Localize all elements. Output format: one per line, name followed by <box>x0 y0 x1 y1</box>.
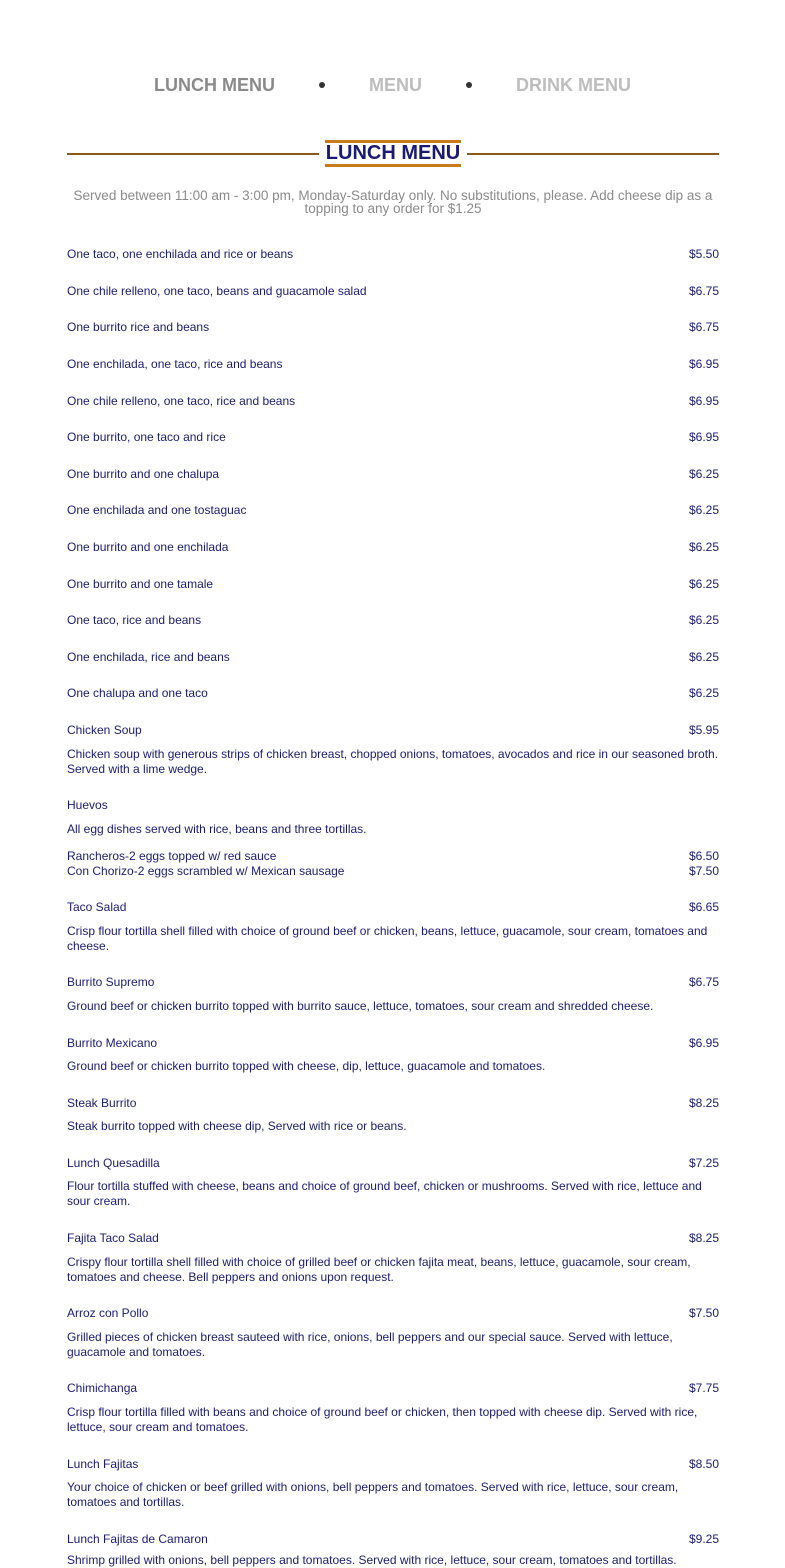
item-description: Ground beef or chicken burrito topped with cheese, dip, lettuce, guacamole and tomatoes. <box>67 1059 546 1073</box>
item-price: $5.95 <box>688 723 719 737</box>
menu-item <box>67 467 719 482</box>
item-price: $5.50 <box>688 247 719 261</box>
menu-item <box>67 613 719 628</box>
item-price: $6.95 <box>688 357 719 371</box>
item-description: Crispy flour tortilla shell filled with choice of grilled beef or chicken fajita meat, beans, lettuce, guacamole, sour cream, tomatoes and cheese. Bell peppers and onions upon request. <box>67 1255 691 1284</box>
section-title-row <box>67 140 719 167</box>
menu-item <box>67 798 719 813</box>
title-rule-right <box>467 153 719 155</box>
item-description: Your choice of chicken or beef grilled with onions, bell peppers and tomatoes. Served with rice, lettuce, sour cream, tomatoes and tortillas. <box>67 1480 679 1509</box>
menu-item <box>67 650 719 665</box>
menu-item <box>67 864 719 879</box>
item-description: Flour tortilla stuffed with cheese, beans and choice of ground beef, chicken or mushrooms. Served with rice, lettuce and sour cream. <box>67 1179 702 1208</box>
menu-item <box>67 1156 719 1171</box>
nav-separator-dot <box>466 82 472 88</box>
item-name: Con Chorizo-2 eggs scrambled w/ Mexican sausage <box>67 864 345 878</box>
item-price: $6.25 <box>688 467 719 481</box>
section-title: LUNCH MENU <box>325 140 461 167</box>
item-description: Steak burrito topped with cheese dip, Served with rice or beans. <box>67 1119 407 1133</box>
menu-item <box>67 900 719 915</box>
menu-item <box>67 284 719 299</box>
item-name: Lunch Fajitas de Camaron <box>67 1532 208 1546</box>
menu-item <box>67 1306 719 1321</box>
menu-item <box>67 1457 719 1472</box>
item-price: $7.50 <box>688 1306 719 1320</box>
top-navigation <box>0 74 785 96</box>
item-name: One burrito, one taco and rice <box>67 430 226 444</box>
item-name: One burrito rice and beans <box>67 320 210 334</box>
item-price: $6.25 <box>688 540 719 554</box>
item-price: $6.50 <box>688 849 719 863</box>
item-name: One burrito and one chalupa <box>67 467 220 481</box>
item-name: Fajita Taco Salad <box>67 1231 159 1245</box>
item-price: $6.95 <box>688 1036 719 1050</box>
item-price: $6.75 <box>688 975 719 989</box>
item-description: Crisp flour tortilla shell filled with choice of ground beef or chicken, beans, lettuce, guacamole, sour cream, tomatoes and cheese. <box>67 924 708 953</box>
menu-item <box>67 540 719 555</box>
nav-lunch-menu-link[interactable]: LUNCH MENU <box>154 74 275 95</box>
item-name: Burrito Mexicano <box>67 1036 158 1050</box>
item-name: One chile relleno, one taco, rice and beans <box>67 394 296 408</box>
item-price: $7.25 <box>688 1156 719 1170</box>
nav-menu-link[interactable]: MENU <box>369 74 422 95</box>
menu-item <box>67 1231 719 1246</box>
menu-item <box>67 975 719 990</box>
item-name: One chalupa and one taco <box>67 686 208 700</box>
menu-item <box>67 1036 719 1051</box>
item-price: $7.50 <box>688 864 719 878</box>
menu-item <box>67 577 719 592</box>
item-name: Huevos <box>67 798 108 812</box>
item-name: One taco, one enchilada and rice or beans <box>67 247 294 261</box>
item-name: Steak Burrito <box>67 1096 137 1110</box>
item-name: One taco, rice and beans <box>67 613 202 627</box>
item-name: Lunch Quesadilla <box>67 1156 160 1170</box>
item-price: $6.25 <box>688 613 719 627</box>
item-price: $8.50 <box>688 1457 719 1471</box>
item-name: Chimichanga <box>67 1381 138 1395</box>
item-price: $6.95 <box>688 430 719 444</box>
item-description: All egg dishes served with rice, beans and three tortillas. <box>67 822 367 836</box>
item-description: Ground beef or chicken burrito topped with burrito sauce, lettuce, tomatoes, sour cream and shredded cheese. <box>67 999 654 1013</box>
menu-item <box>67 723 719 738</box>
item-name: One burrito and one tamale <box>67 577 214 591</box>
menu-item <box>67 1096 719 1111</box>
item-description: Grilled pieces of chicken breast sauteed with rice, onions, bell peppers and our special sauce. Served with lettuce, guacamole and tomatoes. <box>67 1330 673 1359</box>
menu-item <box>67 1381 719 1396</box>
nav-drink-menu-link[interactable]: DRINK MENU <box>516 74 631 95</box>
nav-separator-dot <box>319 82 325 88</box>
menu-item <box>67 1532 719 1547</box>
menu-item <box>67 320 719 335</box>
item-description: Shrimp grilled with onions, bell peppers and tomatoes. Served with rice, lettuce, sour cream, tomatoes and tortillas. <box>67 1553 677 1567</box>
item-name: One enchilada, rice and beans <box>67 650 230 664</box>
item-price: $6.75 <box>688 320 719 334</box>
menu-item <box>67 357 719 372</box>
title-rule-left <box>67 153 319 155</box>
item-price: $6.95 <box>688 394 719 408</box>
item-name: Chicken Soup <box>67 723 142 737</box>
item-name: Arroz con Pollo <box>67 1306 149 1320</box>
item-price: $6.75 <box>688 284 719 298</box>
item-name: One enchilada and one tostaguac <box>67 503 247 517</box>
item-name: Taco Salad <box>67 900 127 914</box>
menu-item <box>67 430 719 445</box>
item-price: $9.25 <box>688 1532 719 1546</box>
section-intro: Served between 11:00 am - 3:00 pm, Monday-Saturday only. No substitutions, please. Add cheese dip as a topping to any order for $1.25 <box>73 188 713 216</box>
item-price: $6.25 <box>688 650 719 664</box>
item-description: Chicken soup with generous strips of chicken breast, chopped onions, tomatoes, avocados and rice in our seasoned broth. Served with a lime wedge. <box>67 747 719 776</box>
item-price: $6.25 <box>688 686 719 700</box>
menu-item <box>67 503 719 518</box>
menu-item <box>67 686 719 701</box>
item-price: $8.25 <box>688 1231 719 1245</box>
item-name: One burrito and one enchilada <box>67 540 229 554</box>
item-price: $6.25 <box>688 503 719 517</box>
menu-item <box>67 247 719 262</box>
item-name: Burrito Supremo <box>67 975 155 989</box>
item-name: One enchilada, one taco, rice and beans <box>67 357 283 371</box>
item-price: $8.25 <box>688 1096 719 1110</box>
item-price: $6.65 <box>688 900 719 914</box>
item-price: $7.75 <box>688 1381 719 1395</box>
item-description: Crisp flour tortilla filled with beans and choice of ground beef or chicken, then topped with cheese dip. Served with rice, lettuce, sour cream and tomatoes. <box>67 1405 698 1434</box>
menu-item <box>67 394 719 409</box>
item-price: $6.25 <box>688 577 719 591</box>
item-name: One chile relleno, one taco, beans and guacamole salad <box>67 284 367 298</box>
item-name: Rancheros-2 eggs topped w/ red sauce <box>67 849 277 863</box>
item-name: Lunch Fajitas <box>67 1457 139 1471</box>
menu-item <box>67 849 719 864</box>
